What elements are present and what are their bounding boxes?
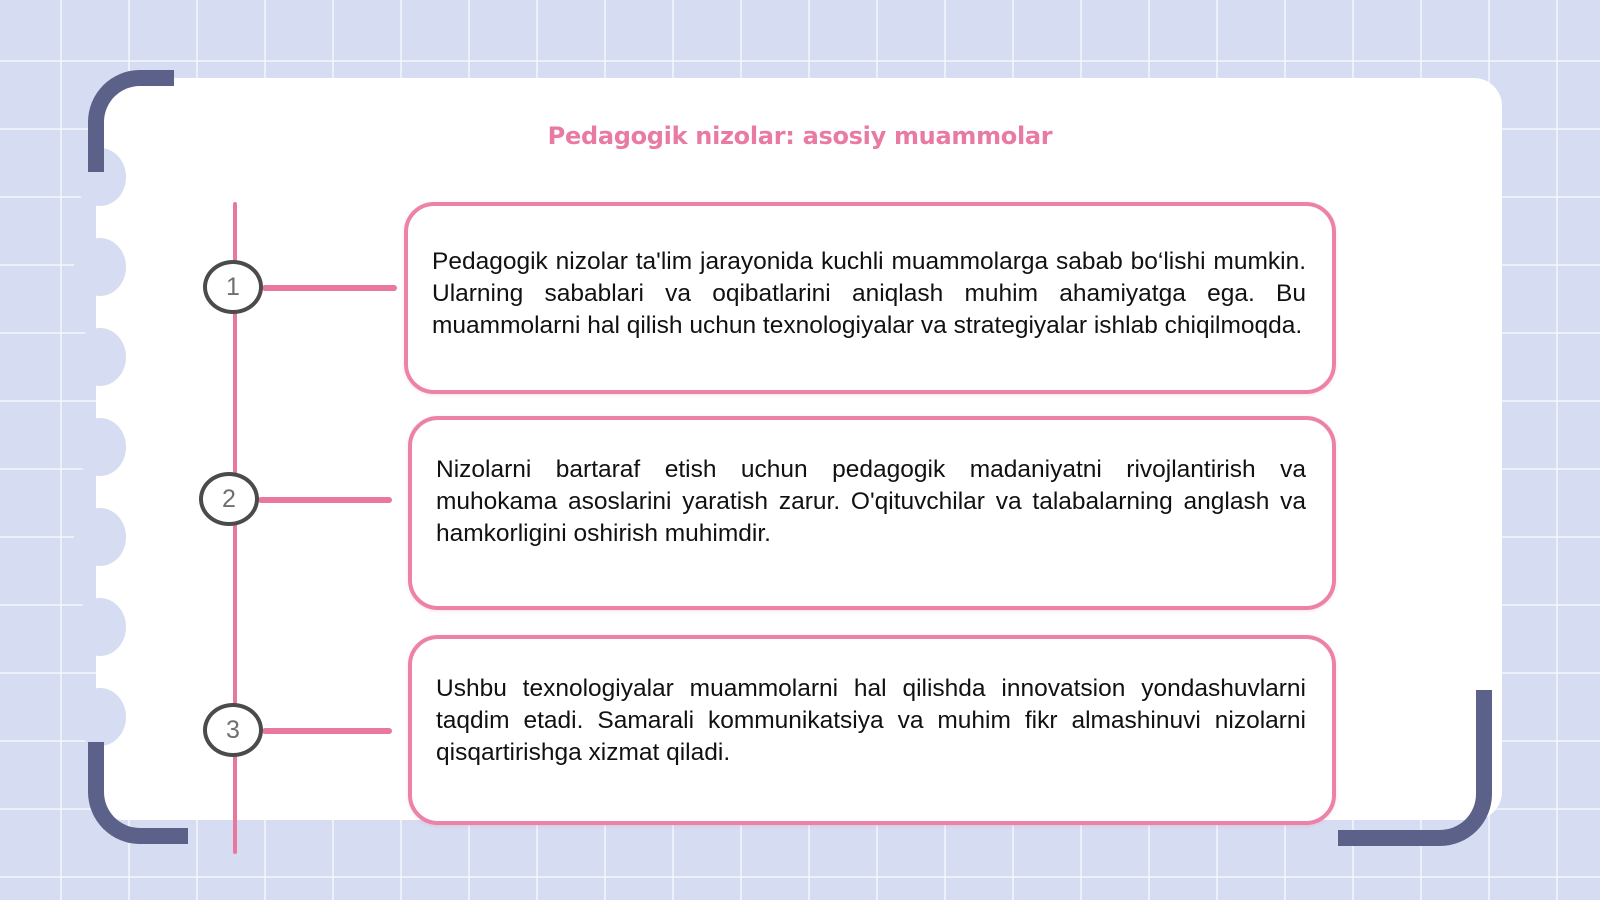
slide-title: Pedagogik nizolar: asosiy muammolar bbox=[547, 122, 1053, 150]
page-edge-scallop bbox=[74, 328, 126, 386]
timeline-connector-2 bbox=[258, 497, 392, 503]
step-number-2: 2 bbox=[199, 472, 259, 526]
step-card-3 bbox=[408, 635, 1336, 825]
corner-bracket-top-left bbox=[88, 70, 174, 172]
page-edge-scallop bbox=[74, 688, 126, 746]
page-edge-scallop bbox=[74, 598, 126, 656]
corner-bracket-bottom-left bbox=[88, 742, 188, 844]
timeline-connector-1 bbox=[262, 285, 397, 291]
timeline-connector-3 bbox=[262, 728, 392, 734]
step-number-1: 1 bbox=[203, 260, 263, 314]
step-card-3-text: Ushbu texnologiyalar muammolarni hal qilishda innovatsion yondashuvlarni taqdim etadi. Samarali kommunikatsiya va muhim fikr almashinuvi nizolarni qisqartirishga xizmat qiladi. bbox=[436, 675, 1306, 766]
step-card-1-text: Pedagogik nizolar ta'lim jarayonida kuchli muammolarga sabab bo‘lishi mumkin. Ularning sabablari va oqibatlarini aniqlash muhim ahamiyatga ega. Bu muammolarni hal qilish uchun texnologiyalar va strategiyalar ishlab chiqilmoqda. bbox=[432, 248, 1306, 339]
page-edge-scallop bbox=[74, 418, 126, 476]
page-edge-scallop bbox=[74, 508, 126, 566]
step-card-2-text: Nizolarni bartaraf etish uchun pedagogik madaniyatni rivojlantirish va muhokama asoslarini yaratish zarur. O'qituvchilar va talabalarning anglash va hamkorligini oshirish muhimdir. bbox=[436, 456, 1306, 547]
step-card-1 bbox=[404, 202, 1336, 394]
page-edge-scallop bbox=[74, 238, 126, 296]
step-number-3: 3 bbox=[203, 703, 263, 757]
corner-bracket-bottom-right bbox=[1338, 690, 1492, 846]
step-card-2 bbox=[408, 416, 1336, 610]
